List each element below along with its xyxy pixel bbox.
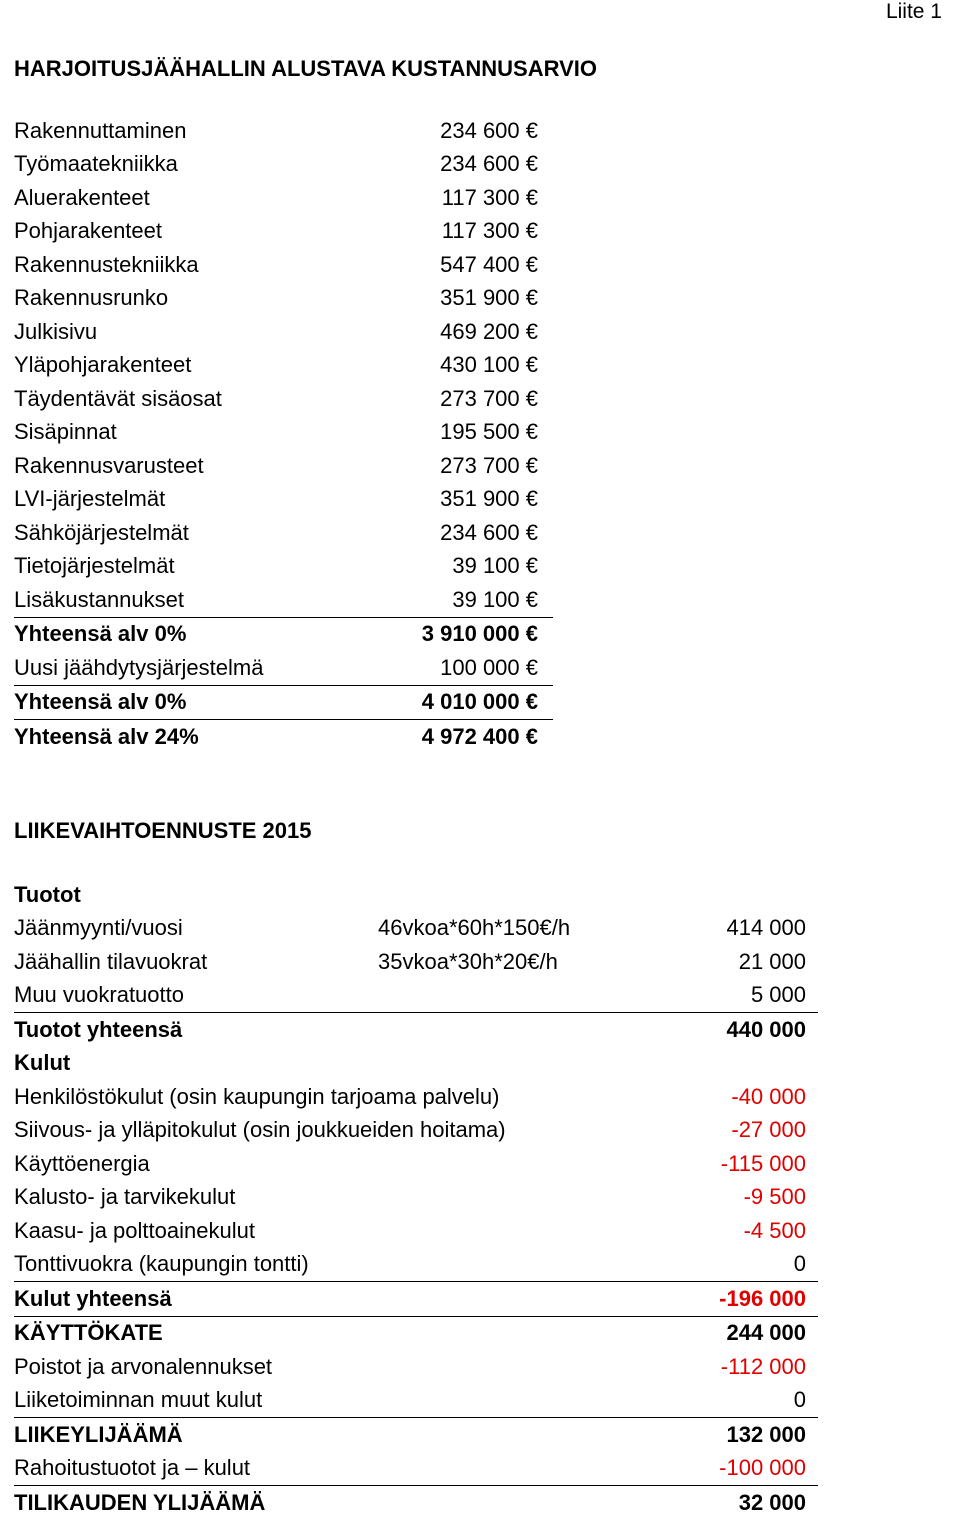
cost-amount: 234 600 € (440, 519, 538, 545)
cost-row (14, 651, 553, 686)
operating-surplus-label: LIIKEYLIJÄÄMÄ (14, 1421, 183, 1447)
expense-amount: -4 500 (743, 1217, 806, 1243)
cost-amount: 3 910 000 € (421, 621, 538, 647)
cost-amount: 4 010 000 € (421, 689, 538, 715)
period-surplus-amount: 32 000 (738, 1489, 806, 1515)
cost-row (14, 181, 553, 215)
expense-heading-label: Kulut (14, 1050, 71, 1076)
expense-amount: -9 500 (743, 1184, 806, 1210)
expense-label: Käyttöenergia (14, 1150, 150, 1176)
income-row (14, 912, 818, 946)
cost-estimate-title: HARJOITUSJÄÄHALLIN ALUSTAVA KUSTANNUSARVIO (14, 56, 598, 81)
cost-label: Julkisivu (14, 318, 98, 344)
expense-heading (14, 1047, 818, 1081)
cost-amount: 547 400 € (440, 251, 538, 277)
cost-amount: 351 900 € (440, 285, 538, 311)
financing-amount: -100 000 (719, 1455, 806, 1481)
expense-total-row (14, 1282, 818, 1317)
depreciation-label: Poistot ja arvonalennukset (14, 1353, 273, 1379)
cost-amount: 351 900 € (440, 486, 538, 512)
attachment-label: Liite 1 (885, 0, 942, 23)
cost-amount: 273 700 € (440, 452, 538, 478)
cost-row (14, 282, 553, 316)
cost-label: Pohjarakenteet (14, 218, 162, 244)
expense-total-label: Kulut yhteensä (14, 1285, 172, 1311)
cost-label: Uusi jäähdytysjärjestelmä (14, 654, 264, 680)
cost-label: Yhteensä alv 24% (14, 723, 199, 749)
expense-row (14, 1214, 818, 1248)
operating-margin-row (14, 1317, 818, 1351)
cost-row (14, 215, 553, 249)
cost-amount: 4 972 400 € (421, 723, 538, 749)
cost-row (14, 583, 553, 618)
expense-row (14, 1248, 818, 1283)
cost-row (14, 416, 553, 450)
expense-amount: -40 000 (731, 1083, 806, 1109)
expense-label: Tonttivuokra (kaupungin tontti) (14, 1251, 309, 1277)
cost-row (14, 483, 553, 517)
operating-surplus-row (14, 1418, 818, 1452)
cost-label: Sähköjärjestelmät (14, 519, 189, 545)
cost-label: Rakennusvarusteet (14, 452, 204, 478)
cost-amount: 39 100 € (452, 586, 538, 612)
cost-row (14, 349, 553, 383)
income-amount: 21 000 (738, 948, 806, 974)
cost-row (14, 148, 553, 182)
other-costs-label: Liiketoiminnan muut kulut (14, 1387, 263, 1413)
cost-label: LVI-järjestelmät (14, 486, 166, 512)
other-costs-amount: 0 (793, 1387, 806, 1413)
cost-label: Täydentävät sisäosat (14, 385, 222, 411)
expense-label: Henkilöstökulut (osin kaupungin tarjoama palvelu) (14, 1083, 500, 1109)
cost-label: Aluerakenteet (14, 184, 150, 210)
income-total-amount: 440 000 (726, 1016, 806, 1042)
cost-amount: 234 600 € (440, 117, 538, 143)
cost-amount: 117 300 € (441, 184, 538, 210)
expense-label: Siivous- ja ylläpitokulut (osin joukkueiden hoitama) (14, 1117, 506, 1143)
operating-margin-label: KÄYTTÖKATE (14, 1320, 163, 1346)
expense-amount: -115 000 (720, 1150, 806, 1176)
depreciation-row (14, 1350, 818, 1384)
operating-margin-amount: 244 000 (726, 1320, 806, 1346)
cost-label: Sisäpinnat (14, 419, 117, 445)
period-surplus-row (14, 1486, 818, 1520)
expense-amount: -27 000 (731, 1117, 806, 1143)
cost-label: Yhteensä alv 0% (14, 621, 187, 647)
period-surplus-label: TILIKAUDEN YLIJÄÄMÄ (14, 1489, 266, 1515)
expense-row (14, 1147, 818, 1181)
cost-row (14, 516, 553, 550)
cost-label: Työmaatekniikka (14, 151, 178, 177)
income-label: Muu vuokratuotto (14, 982, 184, 1008)
cost-amount: 39 100 € (452, 553, 538, 579)
cost-label: Rakennustekniikka (14, 251, 199, 277)
cost-row (14, 382, 553, 416)
cost-amount: 117 300 € (441, 218, 538, 244)
cost-label: Yläpohjarakenteet (14, 352, 192, 378)
income-total-label: Tuotot yhteensä (14, 1016, 183, 1042)
cost-subtotal-row (14, 618, 553, 652)
income-label: Jäähallin tilavuokrat (14, 948, 208, 974)
financing-row (14, 1452, 818, 1487)
cost-row (14, 550, 553, 584)
cost-row (14, 114, 553, 148)
cost-label: Lisäkustannukset (14, 586, 184, 612)
cost-row (14, 315, 553, 349)
income-row (14, 945, 818, 979)
expense-label: Kaasu- ja polttoainekulut (14, 1217, 255, 1243)
expense-row (14, 1114, 818, 1148)
income-formula: 46vkoa*60h*150€/h (378, 915, 571, 941)
expense-row (14, 1181, 818, 1215)
cost-amount: 195 500 € (440, 419, 538, 445)
revenue-forecast-title: LIIKEVAIHTOENNUSTE 2015 (14, 818, 312, 843)
income-total-row (14, 1013, 818, 1047)
cost-estimate-table (14, 114, 553, 754)
cost-amount: 469 200 € (440, 318, 538, 344)
operating-surplus-amount: 132 000 (726, 1421, 806, 1447)
depreciation-amount: -112 000 (720, 1353, 806, 1379)
income-amount: 5 000 (750, 982, 806, 1008)
income-row (14, 979, 818, 1014)
cost-label: Tietojärjestelmät (14, 553, 175, 579)
cost-total-row (14, 686, 553, 721)
cost-label: Rakennuttaminen (14, 117, 187, 143)
revenue-forecast-table (14, 878, 818, 1520)
cost-label: Rakennusrunko (14, 285, 169, 311)
financing-label: Rahoitustuotot ja – kulut (14, 1455, 251, 1481)
cost-amount: 100 000 € (440, 654, 538, 680)
expense-row (14, 1080, 818, 1114)
income-heading (14, 878, 818, 912)
cost-row (14, 248, 553, 282)
cost-amount: 273 700 € (440, 385, 538, 411)
expense-amount: 0 (793, 1251, 806, 1277)
expense-label: Kalusto- ja tarvikekulut (14, 1184, 236, 1210)
cost-row (14, 449, 553, 483)
income-formula: 35vkoa*30h*20€/h (378, 948, 558, 974)
income-amount: 414 000 (726, 915, 806, 941)
expense-total-amount: -196 000 (719, 1285, 806, 1311)
cost-amount: 234 600 € (440, 151, 538, 177)
cost-label: Yhteensä alv 0% (14, 689, 187, 715)
income-label: Jäänmyynti/vuosi (14, 915, 183, 941)
cost-amount: 430 100 € (440, 352, 538, 378)
income-heading-label: Tuotot (14, 881, 81, 907)
cost-total-vat-row (14, 720, 553, 754)
other-costs-row (14, 1384, 818, 1419)
